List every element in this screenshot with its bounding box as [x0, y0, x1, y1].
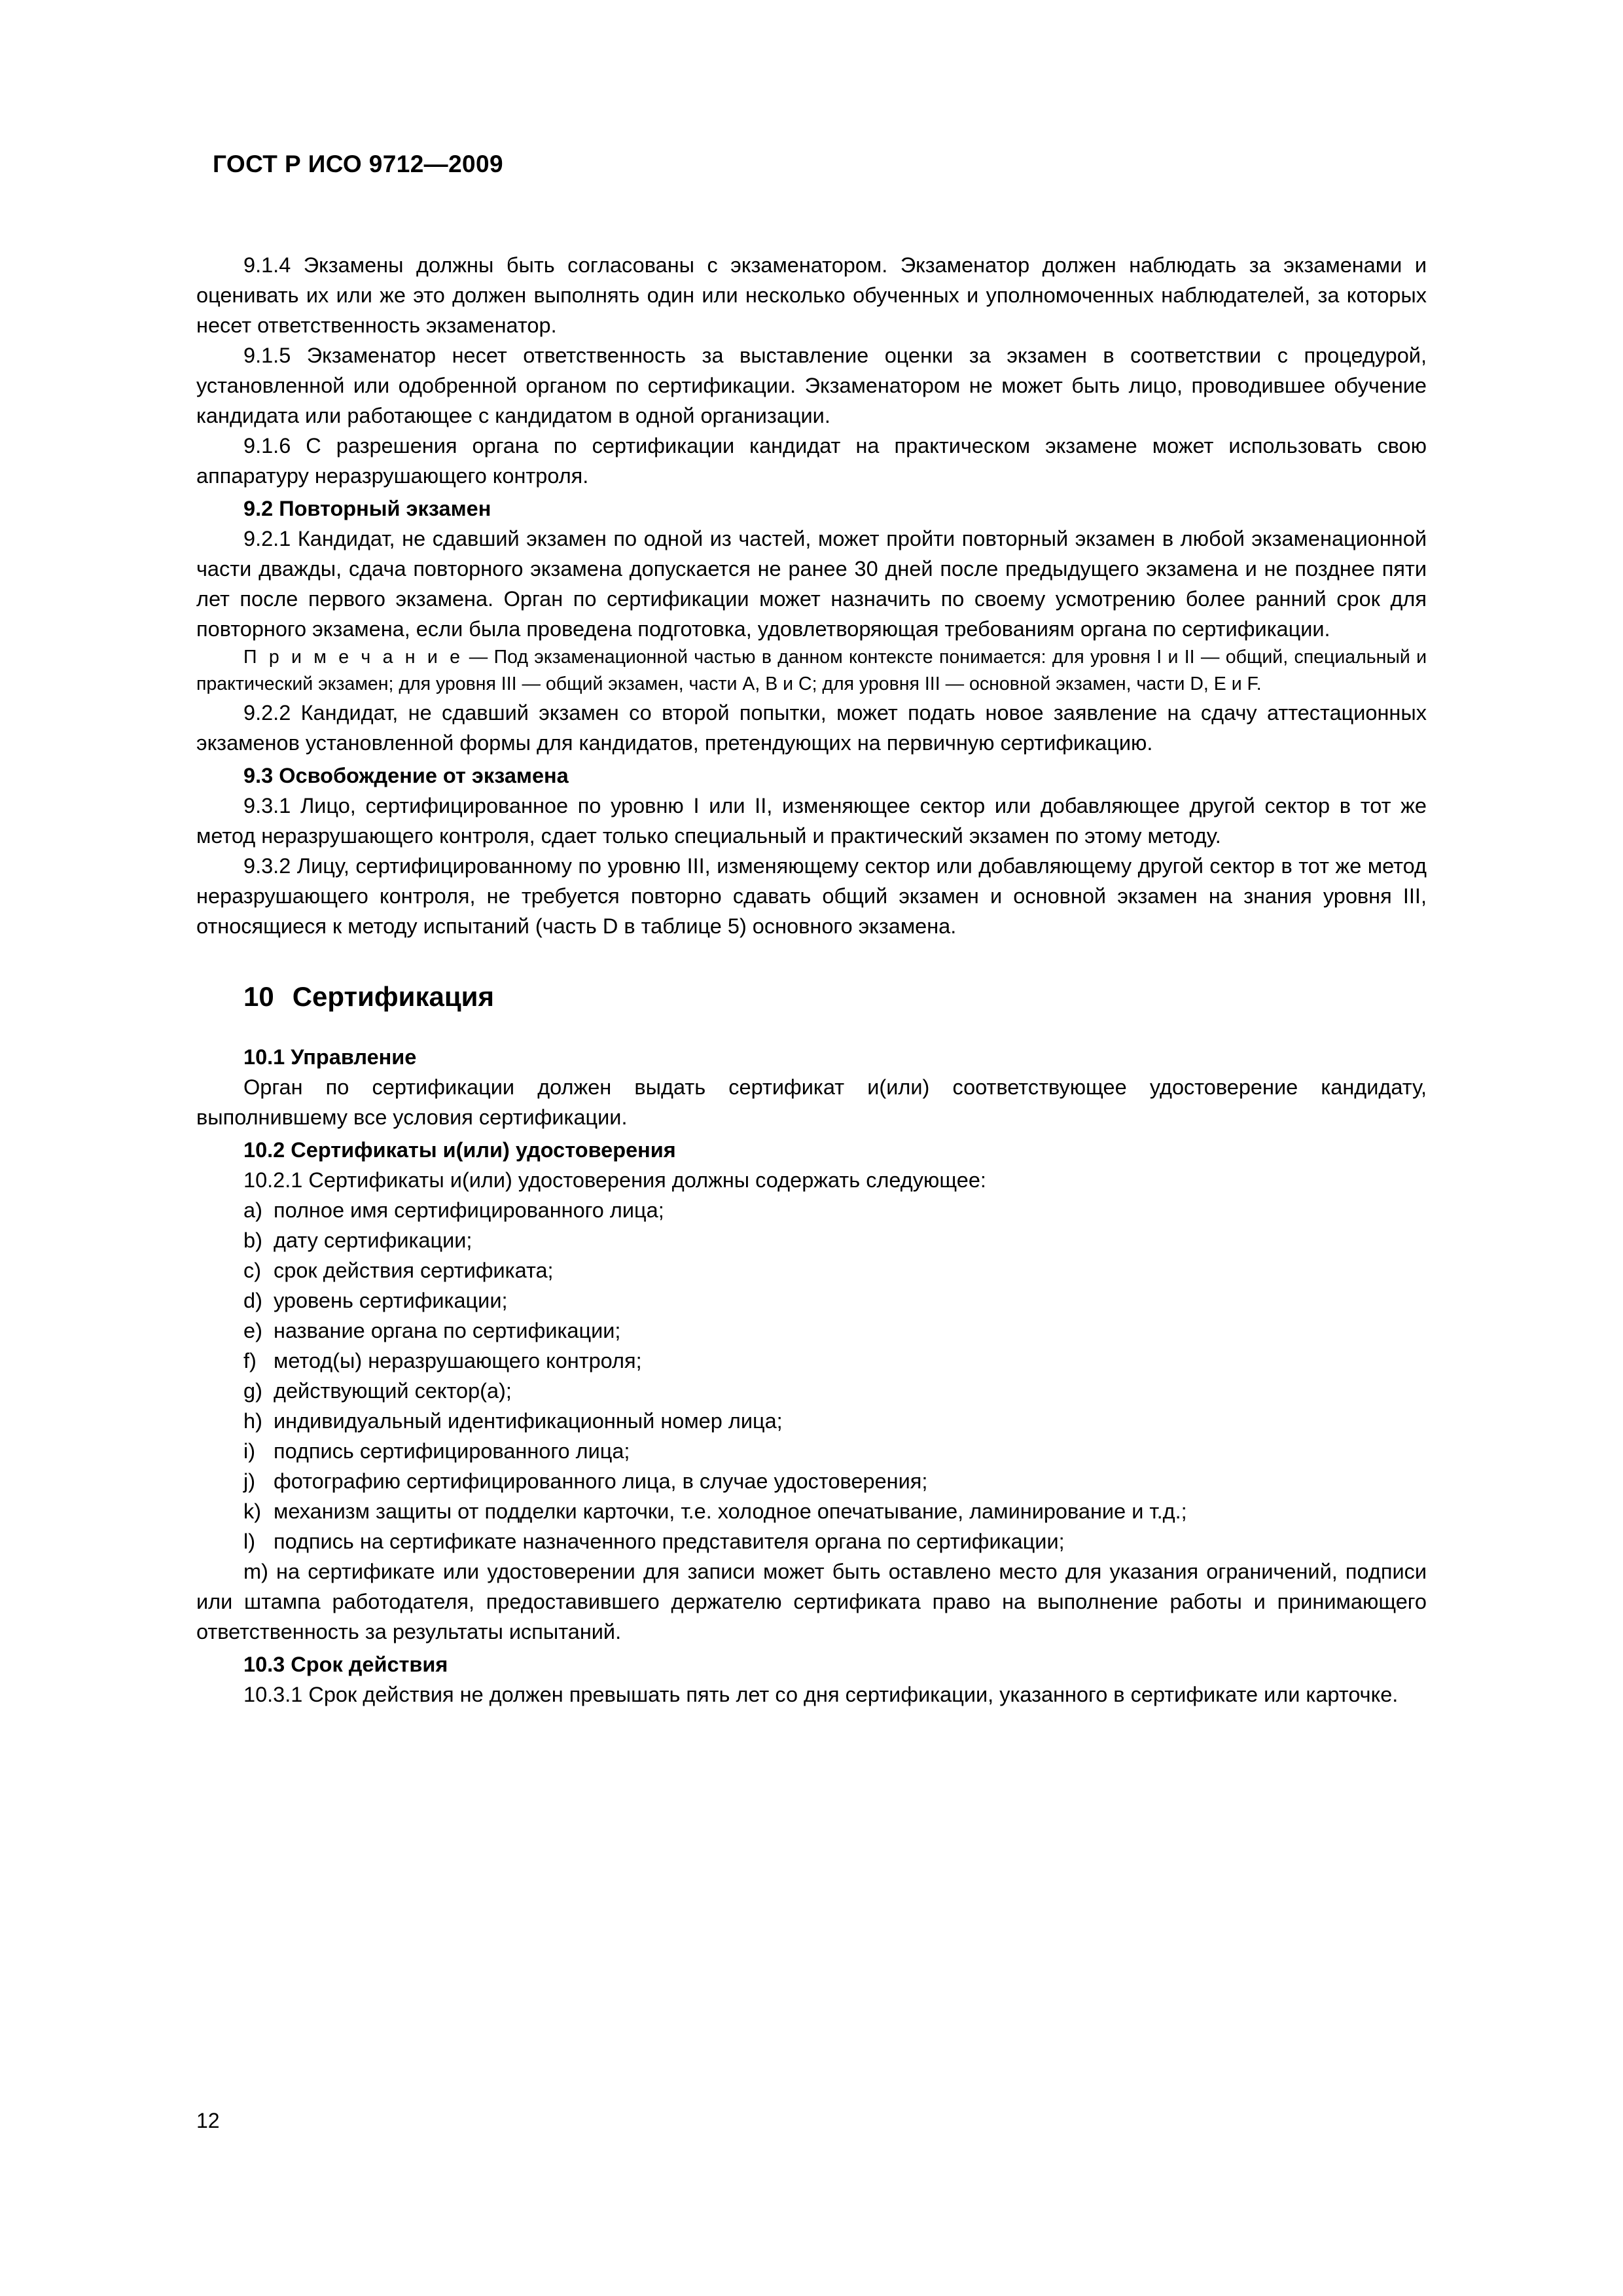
list-item [196, 1346, 1427, 1376]
list-text: индивидуальный идентификационный номер лица; [274, 1409, 783, 1433]
list-text: дату сертификации; [274, 1229, 473, 1252]
list-marker: c) [243, 1259, 262, 1282]
paragraph-9-3-2: 9.3.2 Лицу, сертифицированному по уровню III, изменяющему сектор или добавляющему другой сектор в тот же метод неразрушающего контроля, не требуется повторно сдавать общий экзамен и основной экзамен на знания уровня III, относящиеся к методу испытаний (часть D в таблице 5) основного экзамена. [196, 854, 1427, 938]
list-marker: f) [243, 1349, 257, 1372]
document-body [196, 250, 1427, 1710]
list-marker: k) [243, 1499, 262, 1523]
note-text: — Под экзаменационной частью в данном контексте понимается: для уровня I и II — общий, специальный и практический экзамен; для уровня III — общий экзамен, части А, В и С; для уровня III — основной экзамен, части D, Е и F. [196, 647, 1427, 694]
list-item [196, 1406, 1427, 1436]
list-text: уровень сертификации; [274, 1289, 508, 1312]
list-marker: i) [243, 1439, 256, 1463]
heading-10-3: 10.3 Срок действия [243, 1653, 448, 1676]
paragraph-10-3-1: 10.3.1 Срок действия не должен превышать пять лет со дня сертификации, указанного в сертификате или карточке. [243, 1683, 1399, 1706]
list-text: метод(ы) неразрушающего контроля; [274, 1349, 642, 1372]
list-item [196, 1195, 1427, 1225]
heading-10-1: 10.1 Управление [243, 1045, 417, 1069]
paragraph-10-1-1: Орган по сертификации должен выдать сертификат и(или) соответствующее удостоверение кандидату, выполнившему все условия сертификации. [196, 1075, 1427, 1129]
list-text: механизм защиты от подделки карточки, т.е. холодное опечатывание, ламинирование и т.д.; [274, 1499, 1187, 1523]
list-marker: g) [243, 1379, 262, 1403]
list-item [196, 1526, 1427, 1556]
list-item [196, 1496, 1427, 1526]
heading-9-2: 9.2 Повторный экзамен [243, 497, 491, 520]
paragraph-9-1-6: 9.1.6 С разрешения органа по сертификации кандидат на практическом экзамене может использовать свою аппаратуру неразрушающего контроля. [196, 434, 1427, 488]
list-item [196, 1316, 1427, 1346]
list-marker: a) [243, 1198, 262, 1222]
heading-10-2: 10.2 Сертификаты и(или) удостоверения [243, 1138, 676, 1162]
list-text: подпись сертифицированного лица; [274, 1439, 630, 1463]
list-text: подпись на сертификате назначенного представителя органа по сертификации; [274, 1530, 1065, 1553]
page-header: ГОСТ Р ИСО 9712—2009 [213, 151, 503, 177]
list-text: полное имя сертифицированного лица; [274, 1198, 664, 1222]
certificate-contents-list [196, 1195, 1427, 1556]
list-marker: l) [243, 1530, 256, 1553]
list-marker: h) [243, 1409, 262, 1433]
paragraph-10-2-1: 10.2.1 Сертификаты и(или) удостоверения должны содержать следующее: [243, 1168, 986, 1192]
note-label: П р и м е ч а н и е [243, 647, 463, 668]
list-item [196, 1466, 1427, 1496]
list-item [196, 1376, 1427, 1406]
section-heading-10 [243, 982, 1427, 1012]
paragraph-9-3-1: 9.3.1 Лицо, сертифицированное по уровню I или II, изменяющее сектор или добавляющее другой сектор в тот же метод неразрушающего контроля, сдает только специальный и практический экзамен по этому методу. [196, 794, 1427, 848]
paragraph-9-2-2: 9.2.2 Кандидат, не сдавший экзамен со второй попытки, может подать новое заявление на сдачу аттестационных экзаменов установленной формы для кандидатов, претендующих на первичную сертификацию. [196, 701, 1427, 755]
list-item [196, 1285, 1427, 1316]
section-number: 10 [243, 981, 274, 1012]
list-text: фотографию сертифицированного лица, в случае удостоверения; [274, 1469, 928, 1493]
list-marker: b) [243, 1229, 262, 1252]
heading-9-3: 9.3 Освобождение от экзамена [243, 764, 569, 787]
paragraph-10-2-m: m) на сертификате или удостоверении для записи может быть оставлено место для указания ограничений, подписи или штампа работодателя, предоставившего держателю сертификата право на выполнение работы и принимающего ответственность за результаты испытаний. [196, 1560, 1427, 1643]
page-number: 12 [196, 2109, 220, 2132]
list-text: название органа по сертификации; [274, 1319, 621, 1342]
list-item [196, 1255, 1427, 1285]
paragraph-9-1-4: 9.1.4 Экзамены должны быть согласованы с экзаменатором. Экзаменатор должен наблюдать за экзаменами и оценивать их или же это должен выполнять один или несколько обученных и уполномоченных наблюдателей, за которых несет ответственность экзаменатор. [196, 253, 1427, 337]
list-item [196, 1225, 1427, 1255]
list-text: срок действия сертификата; [274, 1259, 554, 1282]
paragraph-9-2-1: 9.2.1 Кандидат, не сдавший экзамен по одной из частей, может пройти повторный экзамен в любой экзаменационной части дважды, сдача повторного экзамена допускается не ранее 30 дней после предыдущего экзамена и не позднее пяти лет после первого экзамена. Орган по сертификации может назначить по своему усмотрению более ранний срок для повторного экзамена, если была проведена подготовка, удовлетворяющая требованиям органа по сертификации. [196, 527, 1427, 641]
list-marker: e) [243, 1319, 262, 1342]
list-text: действующий сектор(а); [274, 1379, 512, 1403]
paragraph-9-1-5: 9.1.5 Экзаменатор несет ответственность за выставление оценки за экзамен в соответствии с процедурой, установленной или одобренной органом по сертификации. Экзаменатором не может быть лицо, проводившее обучение кандидата или работающее с кандидатом в одной организации. [196, 344, 1427, 427]
section-title-text: Сертификация [292, 981, 494, 1012]
list-marker: d) [243, 1289, 262, 1312]
list-marker: j) [243, 1469, 256, 1493]
note-9-2-1 [196, 644, 1427, 698]
list-item [196, 1436, 1427, 1466]
